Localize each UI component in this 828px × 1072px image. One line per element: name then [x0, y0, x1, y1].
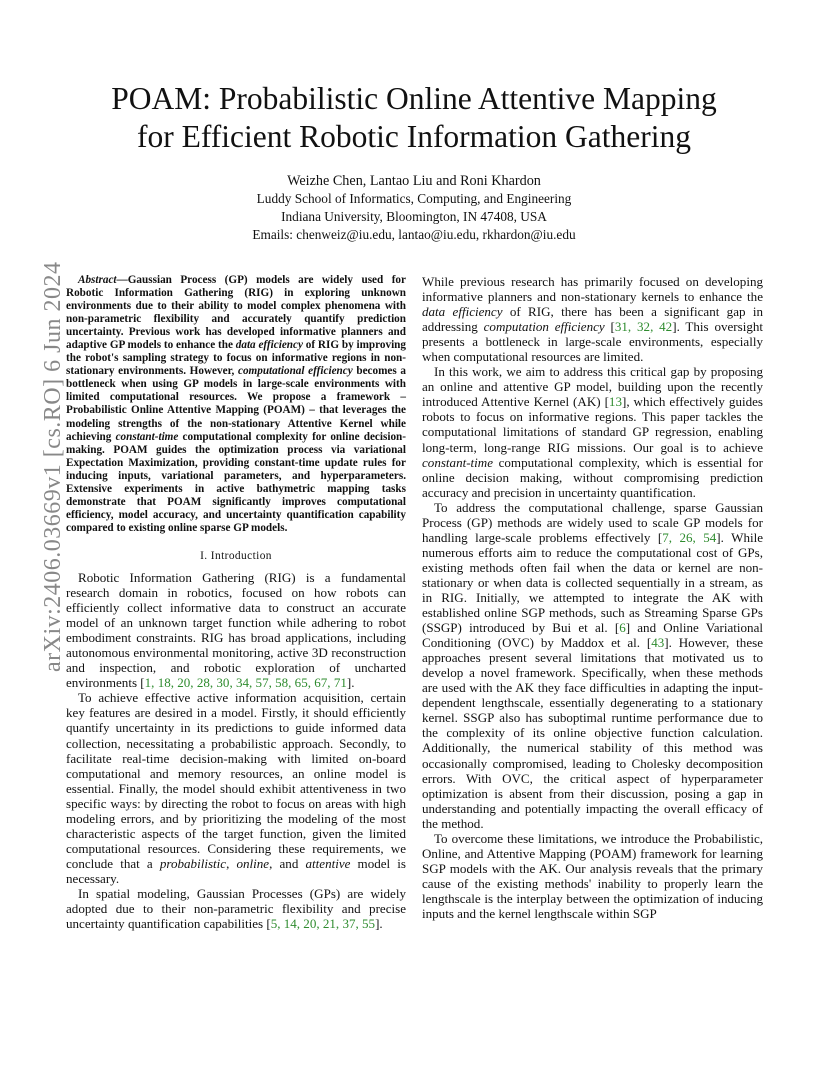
right-paragraph-3: To address the computational challenge, sparse Gaussian Process (GP) methods are widely used to scale GP models for handling large-scale problems effectively [7, 26, 54]. While numerous efforts aim to reduce the computational cost of GPs, existing methods often fail when the data or kernel are non-stationary or when data is collected sequentially in a stream, as in RIG. Initially, we attempted to integrate the AK with established online SGP methods, such as Streaming Sparse GPs (SSGP) introduced by Bui et al. [6] and Online Variational Conditioning (OVC) by Maddox et al. [43]. However, these approaches present several limitations that motivated us to develop a novel framework. Specifically, when these methods are used with the AK they face difficulties in adapting the input-dependent lengthscale, essentially degenerating to a stationary kernel. SSGP also has suboptimal runtime performance due to the complexity of its online objective function calculation. Additionally, the numerical stability of this method was occasionally compromised, leading to Cholesky decomposition errors. With OVC, the critical aspect of hyperparameter optimization is absent from their discussion, posing a gap in understanding and potentially impacting the overall efficacy of the method. [422, 499, 764, 831]
abstract-text-3: becomes a bottleneck when using GP models in large-scale environments with limited computational resources. We propose a framework – Probabilistic Online Attentive Mapping (POAM) – that leverages the modeling strengths of the non-stationary Attentive Kernel while achieving [66, 365, 407, 443]
citation[interactable]: 7, 26, 54 [662, 529, 717, 545]
abstract-emph-2: computational efficiency [237, 365, 353, 378]
citation[interactable]: 5, 14, 20, 21, 37, 55 [270, 916, 376, 932]
citation[interactable]: 1, 18, 20, 28, 30, 34, 57, 58, 65, 67, 71 [144, 675, 347, 691]
title-line-1: POAM: Probabilistic Online Attentive Mapping [111, 81, 717, 116]
paper-title [60, 80, 768, 156]
section-heading: I. Introduction [200, 549, 272, 562]
address: Indiana University, Bloomington, IN 47408, USA [281, 209, 547, 224]
intro-paragraph-1: Robotic Information Gathering (RIG) is a fundamental research domain in robotics, focused on how robots can efficiently collect informative data to construct an accurate model of an unknown target function while adhering to robot embodiment constraints. RIG has broad applications, including autonomous environmental monitoring, active 3D reconstruction and inspection, and robotic exploration of uncharted environments [1, 18, 20, 28, 30, 34, 57, 58, 65, 67, 71]. [66, 569, 406, 691]
abstract-emph-3: constant-time [115, 430, 179, 443]
abstract-emph-1: data efficiency [235, 339, 303, 352]
author-names: Weizhe Chen, Lantao Liu and Roni Khardon [287, 173, 541, 189]
right-paragraph-1: While previous research has primarily focused on developing informative planners and non-stationary kernels to enhance the data efficiency of RIG, there has been a significant gap in addressing computation efficiency [31, 32, 42]. This oversight presents a bottleneck in large-scale environments, especially when computational resources are limited. [422, 274, 764, 365]
citation[interactable]: 13 [608, 394, 622, 410]
left-column [66, 274, 406, 931]
intro-paragraph-3: In spatial modeling, Gaussian Processes (GPs) are widely adopted due to their non-parametric flexibility and precise uncertainty quantification capabilities [5, 14, 20, 21, 37, 55]. [66, 885, 406, 932]
emails: Emails: chenweiz@iu.edu, lantao@iu.edu, rkhardon@iu.edu [252, 227, 576, 242]
title-line-2: for Efficient Robotic Information Gathering [136, 119, 691, 154]
right-paragraph-4: To overcome these limitations, we introduce the Probabilistic, Online, and Attentive Mapping (POAM) framework for learning SGP models with the AK. Our analysis reveals that the primary cause of the existing methods' inability to properly learn the lengthscale is the interplay between the optimization of inducing inputs and the kernel lengthscale within SGP [422, 830, 763, 921]
right-column [422, 274, 763, 921]
arxiv-identifier: arXiv:2406.03669v1 [cs.RO] 6 Jun 2024 [40, 261, 66, 672]
right-paragraph-2: In this work, we aim to address this critical gap by proposing an online and attentive GP model, building upon the recently introduced Attentive Kernel (AK) [13], which effectively guides robots to focus on informative regions. This paper tackles the computational limitations of standard GP regression, enabling long-term, long-range RIG missions. Our goal is to achieve constant-time computational complexity, which is essential for online decision making, without compromising prediction accuracy and precision in uncertainty quantification. [422, 364, 763, 500]
abstract-lead: Abstract [78, 274, 117, 286]
citation[interactable]: 31, 32, 42 [614, 319, 673, 335]
affiliation: Luddy School of Informatics, Computing, and Engineering [256, 191, 572, 206]
abstract-text-1: —Gaussian Process (GP) models are widely used for Robotic Information Gathering (RIG) in exploring unknown environments due to their ability to model complex phenomena with non-parametric flexibility and accurately quantify prediction uncertainty. Previous work has developed informative planners and adaptive GP models to enhance the [66, 274, 406, 352]
citation[interactable]: 6 [619, 620, 626, 636]
abstract-text-4: computational complexity for online decision-making. POAM guides the optimization process via variational Expectation Maximization, providing constant-time update rules for inducing inputs, variational parameters, and hyperparameters. Extensive experiments in active bathymetric mapping tasks demonstrate that POAM significantly improves computational efficiency, model accuracy, and uncertainty quantification capability compared to existing online sparse GP models. [66, 430, 406, 534]
intro-paragraph-2: To achieve effective active information acquisition, certain key features are desired in a model. Firstly, it should efficiently quantify uncertainty in its predictions to guide informed data collection, necessitating a probabilistic approach. Secondly, to facilitate real-time decision-making with limited on-board computational and memory resources, an online model is essential. Finally, the model should exhibit attentiveness in two specific ways: by directing the robot to focus on areas with high modeling errors, and by prioritizing the modeling of the most characteristic aspects of the target function, given the limited computational resources. Considering these requirements, we conclude that a probabilistic, online, and attentive model is necessary. [66, 690, 407, 886]
abstract-text-2: of RIG by improving the robot's sampling strategy to focus on informative regions in non-stationary environments. However, [66, 339, 406, 378]
abstract [66, 274, 406, 535]
citation[interactable]: 43 [651, 635, 665, 651]
author-block [60, 172, 768, 244]
